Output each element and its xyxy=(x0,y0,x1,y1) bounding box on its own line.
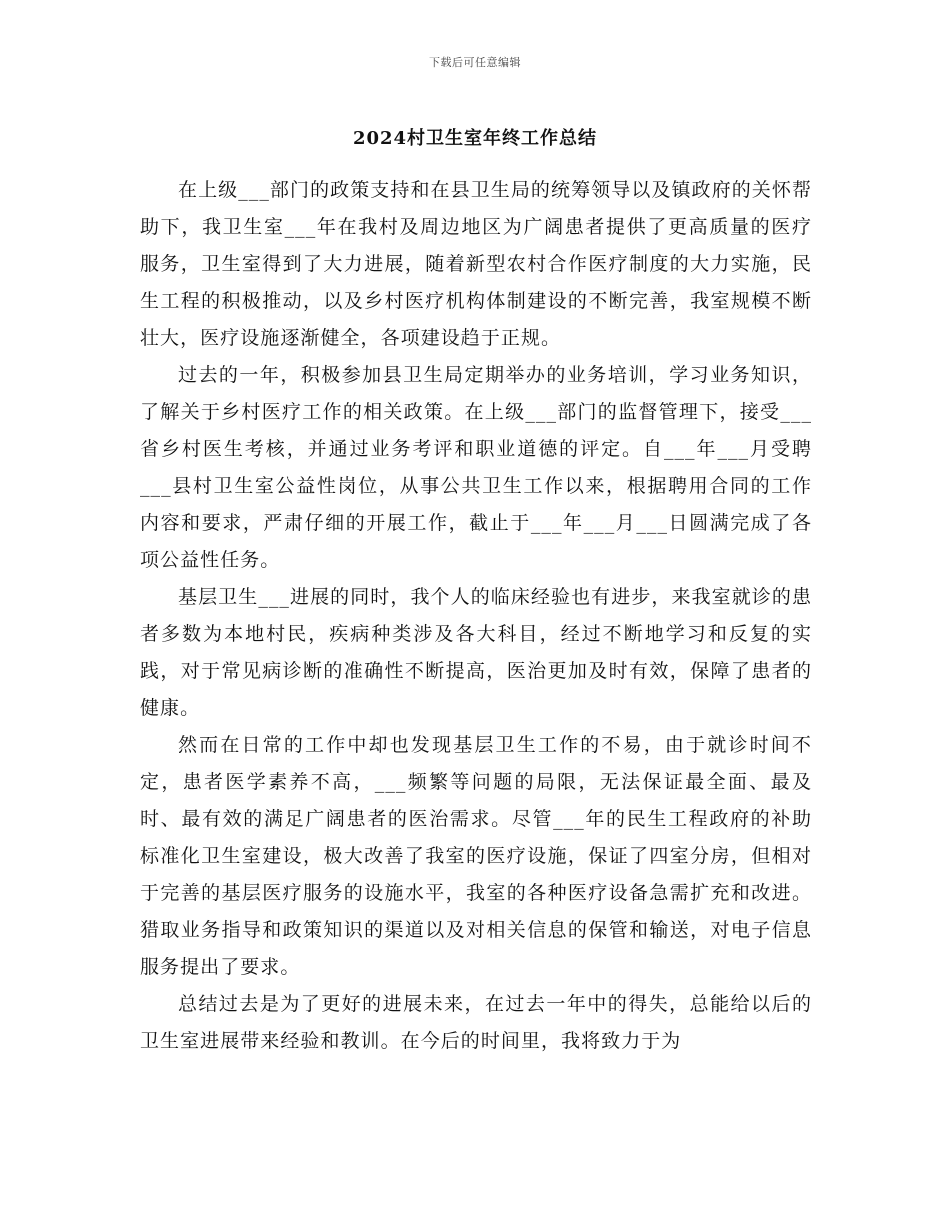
paragraph: 在上级___部门的政策支持和在县卫生局的统筹领导以及镇政府的关怀帮助下，我卫生室___年在我村及周边地区为广阔患者提供了更高质量的医疗服务，卫生室得到了大力进展，随着新型农村合作医疗制度的大力实施，民生工程的积极推动，以及乡村医疗机构体制建设的不断完善，我室规模不断壮大，医疗设施逐渐健全，各项建设趋于正规。 xyxy=(140,179,812,349)
header-note: 下载后可任意编辑 xyxy=(429,56,521,69)
paragraph: 过去的一年，积极参加县卫生局定期举办的业务培训，学习业务知识，了解关于乡村医疗工作的相关政策。在上级___部门的监督管理下，接受___省乡村医生考核，并通过业务考评和职业道德的评定。自___年___月受聘___县村卫生室公益性岗位，从事公共卫生工作以来，根据聘用合同的工作内容和要求，严肃仔细的开展工作，截止于___年___月___日圆满完成了各项公益性任务。 xyxy=(140,364,812,571)
document-title: 2024村卫生室年终工作总结 xyxy=(352,128,598,149)
paragraph: 总结过去是为了更好的进展未来，在过去一年中的得失，总能给以后的卫生室进展带来经验和教训。在今后的时间里，我将致力于为 xyxy=(140,993,812,1052)
document-body xyxy=(140,172,812,1060)
paragraph: 基层卫生___进展的同时，我个人的临床经验也有进步，来我室就诊的患者多数为本地村民，疾病种类涉及各大科目，经过不断地学习和反复的实践，对于常见病诊断的准确性不断提高，医治更加及时有效，保障了患者的健康。 xyxy=(140,586,812,719)
paragraph: 然而在日常的工作中却也发现基层卫生工作的不易，由于就诊时间不定，患者医学素养不高，___频繁等问题的局限，无法保证最全面、最及时、最有效的满足广阔患者的医治需求。尽管___年的民生工程政府的补助标准化卫生室建设，极大改善了我室的医疗设施，保证了四室分房，但相对于完善的基层医疗服务的设施水平，我室的各种医疗设备急需扩充和改进。猎取业务指导和政策知识的渠道以及对相关信息的保管和输送，对电子信息服务提出了要求。 xyxy=(140,734,812,978)
